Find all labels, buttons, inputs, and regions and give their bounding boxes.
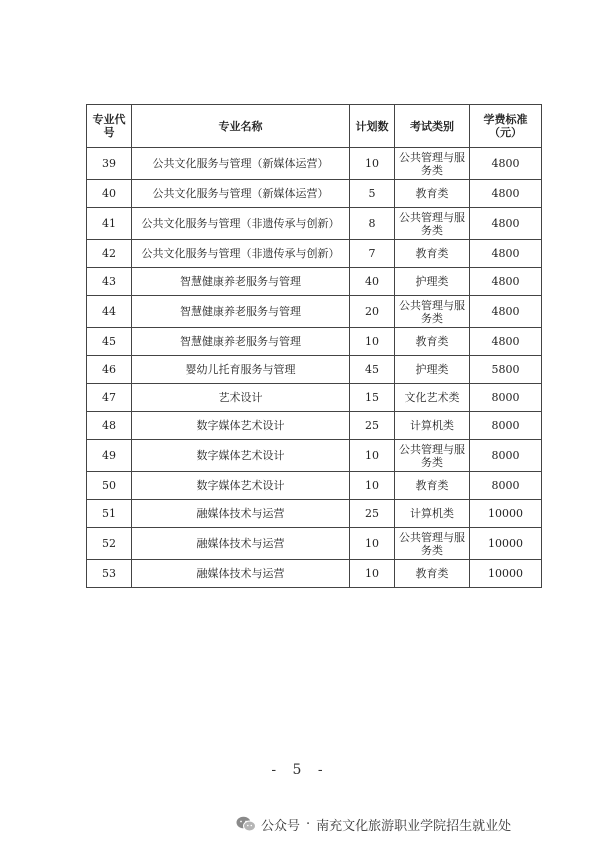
row-name: 公共文化服务与管理（非遗传承与创新） bbox=[132, 240, 350, 268]
row-plan: 10 bbox=[350, 440, 395, 472]
header-exam: 考试类别 bbox=[395, 105, 470, 148]
table-header-row bbox=[87, 105, 542, 148]
row-exam: 计算机类 bbox=[395, 412, 470, 440]
table-row bbox=[87, 528, 542, 560]
row-exam: 文化艺术类 bbox=[395, 384, 470, 412]
row-fee: 5800 bbox=[470, 356, 542, 384]
row-fee: 10000 bbox=[470, 560, 542, 588]
row-name: 融媒体技术与运营 bbox=[132, 560, 350, 588]
row-plan: 10 bbox=[350, 472, 395, 500]
table-row bbox=[87, 208, 542, 240]
table-row bbox=[87, 296, 542, 328]
row-code: 50 bbox=[87, 472, 132, 500]
row-fee: 8000 bbox=[470, 440, 542, 472]
row-exam: 教育类 bbox=[395, 472, 470, 500]
row-code: 42 bbox=[87, 240, 132, 268]
row-name: 艺术设计 bbox=[132, 384, 350, 412]
row-name: 数字媒体艺术设计 bbox=[132, 412, 350, 440]
row-plan: 10 bbox=[350, 328, 395, 356]
row-name: 公共文化服务与管理（新媒体运营） bbox=[132, 148, 350, 180]
row-name: 融媒体技术与运营 bbox=[132, 500, 350, 528]
row-code: 44 bbox=[87, 296, 132, 328]
row-fee: 10000 bbox=[470, 528, 542, 560]
row-fee: 4800 bbox=[470, 180, 542, 208]
row-name: 婴幼儿托育服务与管理 bbox=[132, 356, 350, 384]
header-name: 专业名称 bbox=[132, 105, 350, 148]
row-name: 融媒体技术与运营 bbox=[132, 528, 350, 560]
table-row bbox=[87, 328, 542, 356]
row-plan: 5 bbox=[350, 180, 395, 208]
watermark-account: 南充文化旅游职业学院招生就业处 bbox=[316, 818, 512, 834]
row-fee: 4800 bbox=[470, 240, 542, 268]
row-code: 46 bbox=[87, 356, 132, 384]
row-code: 51 bbox=[87, 500, 132, 528]
row-exam: 公共管理与服务类 bbox=[395, 528, 470, 560]
row-exam: 教育类 bbox=[395, 180, 470, 208]
header-plan: 计划数 bbox=[350, 105, 395, 148]
table-row bbox=[87, 240, 542, 268]
row-name: 智慧健康养老服务与管理 bbox=[132, 328, 350, 356]
table-row bbox=[87, 440, 542, 472]
row-plan: 10 bbox=[350, 148, 395, 180]
header-fee: 学费标准（元） bbox=[470, 105, 542, 148]
row-code: 52 bbox=[87, 528, 132, 560]
row-plan: 10 bbox=[350, 528, 395, 560]
row-exam: 公共管理与服务类 bbox=[395, 296, 470, 328]
row-fee: 4800 bbox=[470, 208, 542, 240]
row-plan: 10 bbox=[350, 560, 395, 588]
row-fee: 8000 bbox=[470, 472, 542, 500]
table-row bbox=[87, 560, 542, 588]
table-row bbox=[87, 412, 542, 440]
enrollment-table bbox=[86, 104, 542, 588]
wechat-icon bbox=[236, 816, 256, 832]
table-row bbox=[87, 356, 542, 384]
row-plan: 25 bbox=[350, 500, 395, 528]
row-code: 40 bbox=[87, 180, 132, 208]
wechat-watermark bbox=[236, 813, 511, 835]
row-plan: 25 bbox=[350, 412, 395, 440]
table-row bbox=[87, 472, 542, 500]
table-row bbox=[87, 268, 542, 296]
row-name: 公共文化服务与管理（非遗传承与创新） bbox=[132, 208, 350, 240]
row-code: 41 bbox=[87, 208, 132, 240]
row-fee: 8000 bbox=[470, 412, 542, 440]
row-fee: 8000 bbox=[470, 384, 542, 412]
row-code: 39 bbox=[87, 148, 132, 180]
row-fee: 4800 bbox=[470, 148, 542, 180]
row-exam: 计算机类 bbox=[395, 500, 470, 528]
row-exam: 教育类 bbox=[395, 560, 470, 588]
table-row bbox=[87, 500, 542, 528]
row-plan: 45 bbox=[350, 356, 395, 384]
row-plan: 8 bbox=[350, 208, 395, 240]
row-code: 49 bbox=[87, 440, 132, 472]
watermark-separator: · bbox=[306, 816, 311, 832]
row-plan: 7 bbox=[350, 240, 395, 268]
row-exam: 公共管理与服务类 bbox=[395, 208, 470, 240]
table-row bbox=[87, 384, 542, 412]
row-exam: 教育类 bbox=[395, 328, 470, 356]
row-exam: 护理类 bbox=[395, 356, 470, 384]
row-exam: 公共管理与服务类 bbox=[395, 148, 470, 180]
row-name: 智慧健康养老服务与管理 bbox=[132, 268, 350, 296]
watermark-prefix: 公众号 bbox=[261, 818, 301, 834]
row-fee: 4800 bbox=[470, 296, 542, 328]
row-exam: 护理类 bbox=[395, 268, 470, 296]
page-number: - 5 - bbox=[271, 762, 329, 778]
row-name: 智慧健康养老服务与管理 bbox=[132, 296, 350, 328]
row-plan: 15 bbox=[350, 384, 395, 412]
row-exam: 公共管理与服务类 bbox=[395, 440, 470, 472]
header-code: 专业代号 bbox=[87, 105, 132, 148]
table-row bbox=[87, 148, 542, 180]
row-name: 公共文化服务与管理（新媒体运营） bbox=[132, 180, 350, 208]
row-code: 48 bbox=[87, 412, 132, 440]
row-fee: 10000 bbox=[470, 500, 542, 528]
row-fee: 4800 bbox=[470, 268, 542, 296]
row-plan: 40 bbox=[350, 268, 395, 296]
row-code: 53 bbox=[87, 560, 132, 588]
row-exam: 教育类 bbox=[395, 240, 470, 268]
row-code: 43 bbox=[87, 268, 132, 296]
row-name: 数字媒体艺术设计 bbox=[132, 440, 350, 472]
row-fee: 4800 bbox=[470, 328, 542, 356]
row-name: 数字媒体艺术设计 bbox=[132, 472, 350, 500]
row-code: 45 bbox=[87, 328, 132, 356]
table-row bbox=[87, 180, 542, 208]
row-plan: 20 bbox=[350, 296, 395, 328]
row-code: 47 bbox=[87, 384, 132, 412]
